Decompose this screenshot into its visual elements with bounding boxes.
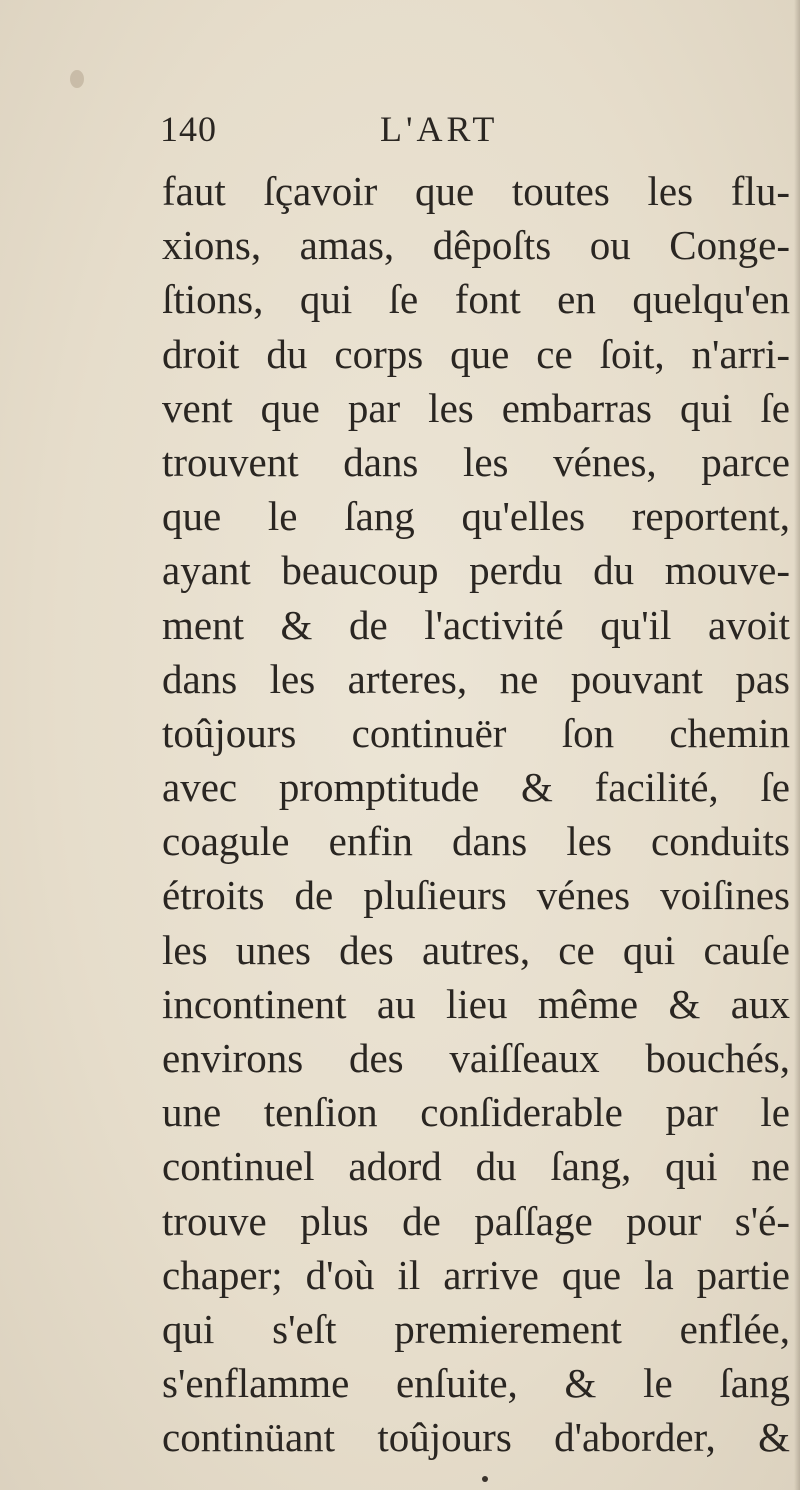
text-line: que le ſang qu'elles reportent,: [162, 493, 790, 540]
text-line: continuel adord du ſang, qui ne: [162, 1143, 790, 1190]
text-line: étroits de pluſieurs vénes voiſines: [162, 872, 790, 919]
text-line: ayant beaucoup perdu du mouve-: [162, 547, 790, 594]
text-line: trouve plus de paſſage pour s'é-: [162, 1197, 790, 1244]
running-head: L'ART: [380, 109, 499, 149]
text-line: une tenſion conſiderable par le: [162, 1089, 790, 1136]
text-line: faut ſçavoir que toutes les flu-: [162, 168, 790, 214]
text-line: xions, amas, dêpoſts ou Conge-: [162, 222, 790, 269]
text-line: les unes des autres, ce qui cauſe: [162, 926, 790, 973]
page-number: 140: [160, 109, 217, 149]
body-text: [162, 164, 790, 1465]
paper-speck: [70, 70, 84, 88]
text-line: trouvent dans les vénes, parce: [162, 438, 790, 485]
page-header: [160, 108, 630, 158]
text-line: continüant toûjours d'aborder, &: [162, 1414, 790, 1461]
ink-dot: [482, 1476, 488, 1482]
text-line: avec promptitude & facilité, ſe: [162, 764, 790, 811]
text-line: coagule enfin dans les conduits: [162, 818, 790, 865]
text-line: qui s'eſt premierement enflée,: [162, 1305, 790, 1352]
text-line: droit du corps que ce ſoit, n'arri-: [162, 330, 790, 377]
text-line: incontinent au lieu même & aux: [162, 980, 790, 1027]
text-line: vent que par les embarras qui ſe: [162, 384, 790, 431]
text-line: s'enflamme enſuite, & le ſang: [162, 1360, 790, 1407]
text-line: ment & de l'activité qu'il avoit: [162, 601, 790, 648]
text-line: dans les arteres, ne pouvant pas: [162, 655, 790, 702]
text-line: environs des vaiſſeaux bouchés,: [162, 1035, 790, 1081]
text-line: toûjours continuër ſon chemin: [162, 709, 790, 756]
text-line: chaper; d'où il arrive que la partie: [162, 1251, 790, 1298]
text-line: ſtions, qui ſe font en quelqu'en: [162, 276, 790, 323]
page-edge-shadow: [794, 0, 800, 1490]
